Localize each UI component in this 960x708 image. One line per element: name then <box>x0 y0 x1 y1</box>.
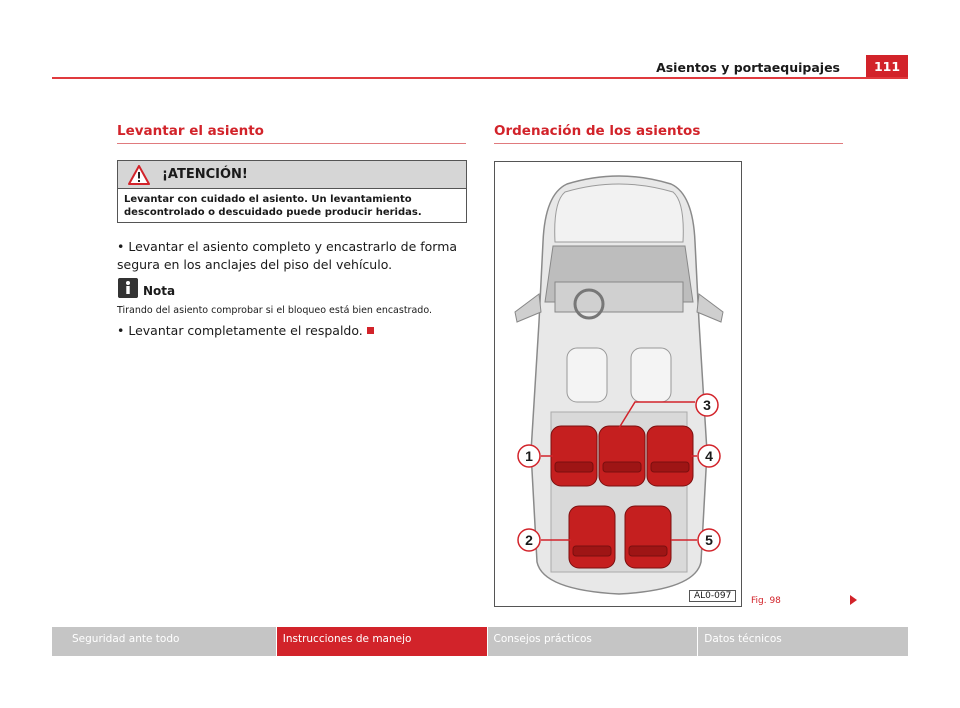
callout-1-label: 1 <box>525 448 533 464</box>
footer-navigation <box>52 627 908 656</box>
section-heading-seat-arrangement: Ordenación de los asientos <box>494 123 843 144</box>
figure-caption: Fig. 98 <box>751 596 781 606</box>
warning-triangle-icon <box>128 165 150 185</box>
seat-5 <box>625 506 671 568</box>
instruction-bullet-1: • Levantar el asiento completo y encastrarlo de forma segura en los anclajes del piso del vehículo. <box>117 239 458 272</box>
footer-tab-consejos[interactable]: Consejos prácticos <box>488 627 698 656</box>
car-hood <box>555 184 684 242</box>
car-top-view-illustration <box>495 162 742 607</box>
seat-1 <box>551 426 597 486</box>
seat-3 <box>599 426 645 486</box>
callout-3-label: 3 <box>703 397 711 413</box>
warning-text: Levantar con cuidado el asiento. Un levantamiento descontrolado o descuidado puede producir heridas. <box>124 194 422 218</box>
left-mirror <box>515 294 541 322</box>
next-page-arrow-icon[interactable] <box>850 595 857 605</box>
footer-tab-seguridad[interactable]: Seguridad ante todo <box>52 627 276 656</box>
page-header-title: Asientos y portaequipajes <box>656 60 840 75</box>
warning-box <box>117 160 467 223</box>
section-heading-lift-seat: Levantar el asiento <box>117 123 466 144</box>
note-title: Nota <box>143 284 176 298</box>
footer-tab-instrucciones[interactable]: Instrucciones de manejo <box>277 627 487 656</box>
footer-tab-datos[interactable]: Datos técnicos <box>698 627 908 656</box>
figure-code: AL0-097 <box>689 590 736 602</box>
instruction-bullet-2 <box>117 322 467 340</box>
instruction-bullet-2-text: • Levantar completamente el respaldo. <box>117 323 363 338</box>
note-icon <box>118 278 138 298</box>
callout-4-label: 4 <box>705 448 713 464</box>
page-number: 111 <box>866 55 908 77</box>
seat-2 <box>569 506 615 568</box>
end-of-section-marker <box>367 327 374 334</box>
warning-title: ¡ATENCIÓN! <box>162 167 248 182</box>
front-seat-left <box>567 348 607 402</box>
seat-4 <box>647 426 693 486</box>
right-mirror <box>697 294 723 322</box>
header-rule <box>52 77 908 79</box>
front-seat-right <box>631 348 671 402</box>
callout-5-label: 5 <box>705 532 713 548</box>
callout-2-label: 2 <box>525 532 533 548</box>
seat-arrangement-figure <box>494 161 742 607</box>
note-text: Tirando del asiento comprobar si el bloqueo está bien encastrado. <box>117 305 432 316</box>
warning-header <box>118 161 466 189</box>
